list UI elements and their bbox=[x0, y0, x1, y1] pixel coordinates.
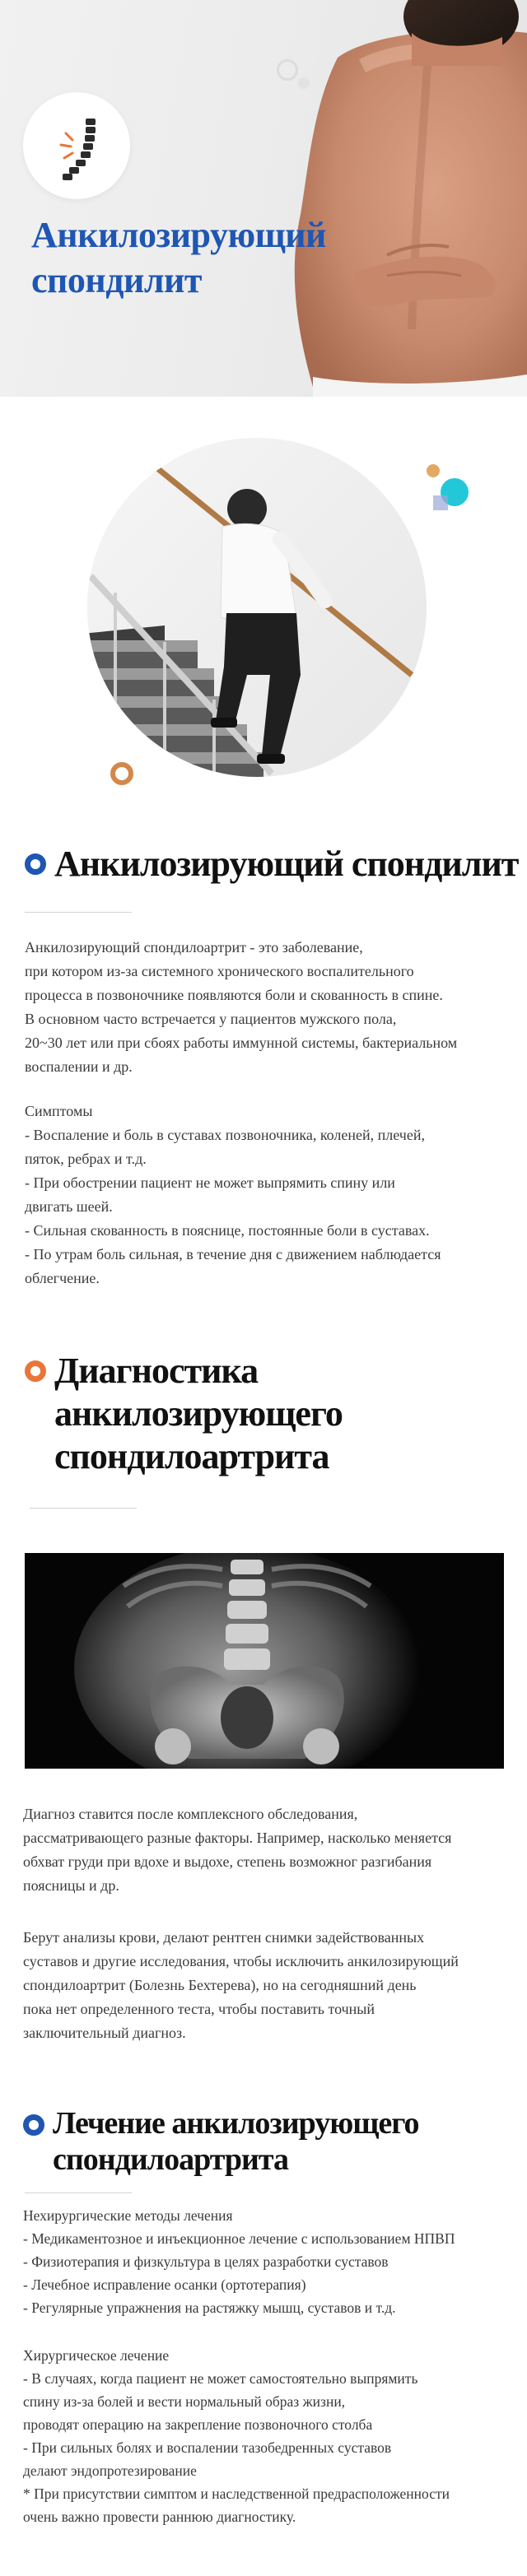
bullet-dot-icon bbox=[23, 2114, 44, 2136]
divider bbox=[30, 1508, 137, 1509]
text-line: - Воспаление и боль в суставах позвоночника, коленей, плечей, bbox=[25, 1127, 425, 1143]
section-heading-treatment bbox=[23, 2105, 419, 2178]
text-line: обхват груди при вдохе и выдохе, степень возможног разгибания bbox=[23, 1853, 432, 1870]
text-line: очень важно провести раннюю диагностику. bbox=[23, 2509, 296, 2525]
text-line: рассматривающего разные факторы. Например, насколько меняется bbox=[23, 1830, 452, 1846]
hero-banner bbox=[0, 0, 527, 397]
divider bbox=[25, 912, 132, 913]
text-line: - Медикаментозное и инъекционное лечение с использованием НПВП bbox=[23, 2230, 455, 2247]
text-line: - Физиотерапия и физкультура в целях разработки суставов bbox=[23, 2253, 389, 2270]
decor-bubble bbox=[277, 59, 298, 81]
bullet-dot-icon bbox=[25, 853, 46, 875]
symptoms-text bbox=[25, 1100, 519, 1290]
text-line: Симптомы bbox=[25, 1103, 93, 1119]
bullet-dot-icon bbox=[25, 1360, 46, 1382]
text-line: Берут анализы крови, делают рентген снимки задействованных bbox=[23, 1929, 425, 1946]
decor-bubble bbox=[298, 77, 310, 89]
text-line: поясницы и др. bbox=[23, 1877, 119, 1894]
treatment-nonsurgical-text bbox=[23, 2204, 525, 2319]
text-line: процесса в позвоночнике появляются боли и скованность в спине. bbox=[25, 987, 443, 1003]
text-line: - При обострении пациент не может выпрямить спину или bbox=[25, 1174, 395, 1191]
text-line: облегчение. bbox=[25, 1270, 100, 1286]
man-climbing-stairs-photo bbox=[0, 428, 527, 807]
text-line: проводят операцию на закрепление позвоночного столба bbox=[23, 2416, 373, 2433]
divider bbox=[25, 2192, 132, 2193]
text-line: пока нет определенного теста, чтобы поставить точный bbox=[23, 2001, 375, 2017]
text-line: - Лечебное исправление осанки (ортотерапия) bbox=[23, 2276, 306, 2293]
section-title-line: спондилоартрита bbox=[54, 1436, 329, 1476]
text-line: * При присутствии симптом и наследственной предрасположенности bbox=[23, 2485, 450, 2502]
text-line: заключительный диагноз. bbox=[23, 2025, 186, 2041]
clinic-logo bbox=[23, 92, 130, 199]
spine-icon bbox=[23, 92, 130, 199]
text-line: воспалении и др. bbox=[25, 1058, 133, 1075]
text-line: Диагноз ставится после комплексного обследования, bbox=[23, 1806, 358, 1822]
section-title: Анкилозирующий спондилит bbox=[54, 844, 519, 884]
text-line: пяток, ребрах и т.д. bbox=[25, 1151, 147, 1167]
section-heading-ankylosing bbox=[25, 843, 518, 886]
section-title bbox=[53, 2105, 419, 2178]
text-line: делают эндопротезирование bbox=[23, 2462, 197, 2479]
section-title-line: Лечение анкилозирующего bbox=[53, 2106, 419, 2141]
text-line: спондилоартрит (Болезнь Бехтерева), но на сегодняшний день bbox=[23, 1977, 417, 1993]
text-line: 20~30 лет или при сбоях работы иммунной системы, бактериальном bbox=[25, 1035, 458, 1051]
hero-title-line: спондилит bbox=[31, 260, 202, 300]
section-title-line: спондилоартрита bbox=[53, 2142, 289, 2177]
text-line: - В случаях, когда пациент не может самостоятельно выпрямить bbox=[23, 2370, 418, 2387]
text-line: Нехирургические методы лечения bbox=[23, 2207, 233, 2224]
text-line: - Регулярные упражнения на растяжку мышц, суставов и т.д. bbox=[23, 2299, 396, 2316]
text-line: при котором из-за системного хронического воспалительного bbox=[25, 963, 414, 979]
spine-xray-image bbox=[25, 1553, 504, 1769]
text-line: Анкилозирующий спондилоартрит - это заболевание, bbox=[25, 939, 363, 956]
section-title-line: анкилозирующего bbox=[54, 1393, 343, 1434]
text-line: - При сильных болях и воспалении тазобедренных суставов bbox=[23, 2439, 392, 2456]
intro-text bbox=[25, 936, 519, 1079]
diagnostics-text-1 bbox=[23, 1802, 517, 1898]
text-line: - Сильная скованность в пояснице, постоянные боли в суставах. bbox=[25, 1222, 430, 1239]
hero-title bbox=[31, 212, 326, 303]
text-line: - По утрам боль сильная, в течение дня с движением наблюдается bbox=[25, 1246, 441, 1262]
section-title bbox=[54, 1350, 343, 1478]
section-heading-diagnostics bbox=[25, 1350, 343, 1478]
text-line: Хирургическое лечение bbox=[23, 2347, 170, 2364]
text-line: суставов и другие исследования, чтобы исключить анкилозирующий bbox=[23, 1953, 459, 1969]
text-line: В основном часто встречается у пациентов мужского пола, bbox=[25, 1011, 397, 1027]
stairs-photo-section bbox=[0, 428, 527, 807]
section-title-line: Диагностика bbox=[54, 1351, 259, 1391]
treatment-surgical-text bbox=[23, 2344, 525, 2528]
diagnostics-text-2 bbox=[23, 1926, 517, 2045]
hero-title-line: Анкилозирующий bbox=[31, 215, 326, 255]
text-line: спину из-за болей и вести нормальный образ жизни, bbox=[23, 2393, 346, 2410]
text-line: двигать шеей. bbox=[25, 1198, 113, 1215]
